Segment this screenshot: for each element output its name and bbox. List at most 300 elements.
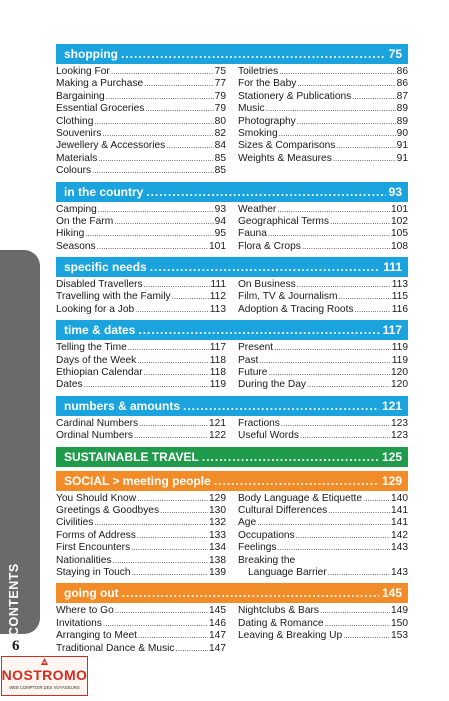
- leader-dots: [176, 643, 208, 655]
- entry-label: Toiletries: [238, 66, 279, 77]
- entry-label: Looking for a Job: [56, 303, 135, 315]
- entry-page-number: 84: [214, 140, 226, 152]
- entry-label: Days of the Week: [56, 354, 137, 366]
- entry-label: Weather: [238, 203, 277, 215]
- entry-page-number: 105: [391, 228, 408, 240]
- entry-label: Feelings: [238, 542, 277, 554]
- entry-label: Past: [238, 354, 259, 366]
- section-header[interactable]: [56, 396, 408, 416]
- leader-dots: [135, 304, 209, 316]
- leader-dots: [281, 418, 390, 430]
- leader-dots: [202, 447, 379, 467]
- section-header[interactable]: [56, 182, 408, 202]
- toc-entry[interactable]: [56, 128, 226, 140]
- entry-label: Body Language & Etiquette: [238, 492, 363, 504]
- entry-page-number: 141: [391, 517, 408, 529]
- entry-page-number: 153: [391, 630, 408, 642]
- leader-dots: [122, 583, 379, 603]
- leader-dots: [259, 355, 390, 367]
- toc-entry[interactable]: [56, 542, 226, 554]
- toc-entry[interactable]: [56, 555, 226, 567]
- section-entries: [56, 202, 408, 254]
- entry-label: Where to Go: [56, 605, 114, 617]
- toc-entry[interactable]: [238, 542, 408, 554]
- leader-dots: [114, 216, 213, 228]
- entry-page-number: 147: [209, 630, 226, 642]
- section-title: time & dates: [64, 323, 136, 338]
- toc-entry[interactable]: [56, 116, 226, 128]
- toc-section: [56, 471, 408, 580]
- entry-page-number: 129: [209, 492, 226, 504]
- leader-dots: [266, 103, 396, 115]
- toc-section: [56, 447, 408, 467]
- leader-dots: [296, 530, 390, 542]
- entry-page-number: 89: [396, 115, 408, 127]
- toc-entry[interactable]: [238, 128, 408, 140]
- entry-label: Hiking: [56, 228, 85, 240]
- toc-entry[interactable]: [56, 140, 226, 152]
- section-header[interactable]: [56, 471, 408, 491]
- entry-label: Flora & Crops: [238, 240, 301, 252]
- entry-page-number: 113: [209, 303, 226, 315]
- toc-entry[interactable]: [238, 493, 408, 505]
- section-header[interactable]: [56, 257, 408, 277]
- entry-page-number: 139: [209, 566, 226, 578]
- leader-dots: [363, 493, 390, 505]
- section-page-number: 145: [381, 586, 402, 601]
- leader-dots: [160, 505, 208, 517]
- entry-label: Essential Groceries: [56, 103, 145, 115]
- toc-entry[interactable]: [238, 241, 408, 253]
- toc-entry[interactable]: [238, 342, 408, 354]
- toc-section: [56, 583, 408, 655]
- entries-column-left: [56, 204, 226, 254]
- toc-entry[interactable]: [56, 530, 226, 542]
- entry-label: Arranging to Meet: [56, 630, 137, 642]
- leader-dots: [111, 66, 214, 78]
- leader-dots: [102, 128, 213, 140]
- leader-dots: [183, 396, 379, 416]
- toc-entry[interactable]: [238, 367, 408, 379]
- entry-label: Cultural Differences: [238, 504, 328, 516]
- section-title: shopping: [64, 47, 118, 61]
- entry-label: Leaving & Breaking Up: [238, 630, 343, 642]
- entry-label: Invitations: [56, 617, 102, 629]
- entry-label: Occupations: [238, 529, 295, 541]
- toc-entry[interactable]: [56, 517, 226, 529]
- leader-dots: [103, 618, 208, 630]
- section-title: in the country: [64, 184, 144, 199]
- entry-page-number: 91: [396, 152, 408, 164]
- toc-entry[interactable]: [238, 291, 408, 303]
- toc-entry[interactable]: [238, 605, 408, 617]
- toc-entry[interactable]: [238, 555, 408, 567]
- leader-dots: [138, 630, 208, 642]
- entry-page-number: 108: [391, 240, 408, 252]
- entry-label: Music: [238, 103, 265, 115]
- entry-page-number: 146: [209, 617, 226, 629]
- leader-dots: [84, 379, 209, 391]
- entry-page-number: 147: [209, 642, 226, 654]
- leader-dots: [131, 542, 208, 554]
- leader-dots: [277, 204, 390, 216]
- section-entries: [56, 340, 408, 392]
- entry-page-number: 101: [209, 240, 226, 252]
- leader-dots: [297, 78, 395, 90]
- entry-page-number: 142: [391, 529, 408, 541]
- toc-entry[interactable]: [238, 517, 408, 529]
- entry-page-number: 91: [396, 140, 408, 152]
- entry-page-number: 93: [214, 203, 226, 215]
- entry-page-number: 123: [391, 417, 408, 429]
- logo-tagline: WEB COMPTOIR DES VOYAGEURS: [9, 685, 80, 690]
- toc-section: [56, 44, 408, 178]
- toc-entry[interactable]: [238, 153, 408, 165]
- entry-page-number: 150: [391, 617, 408, 629]
- entry-page-number: 79: [214, 103, 226, 115]
- toc-entry[interactable]: [56, 493, 226, 505]
- entry-label: Fauna: [238, 228, 267, 240]
- section-entries: [56, 416, 408, 443]
- leader-dots: [166, 140, 213, 152]
- section-header[interactable]: [56, 44, 408, 64]
- section-title: SUSTAINABLE TRAVEL: [64, 449, 199, 464]
- entry-label: Staying in Touch: [56, 566, 131, 578]
- toc-entry[interactable]: [238, 91, 408, 103]
- leader-dots: [268, 367, 390, 379]
- toc-entry[interactable]: [56, 605, 226, 617]
- section-header[interactable]: [56, 583, 408, 603]
- leader-dots: [137, 355, 209, 367]
- entry-page-number: 122: [209, 430, 226, 442]
- toc-entry[interactable]: [238, 430, 408, 442]
- leader-dots: [138, 320, 379, 340]
- leader-dots: [343, 630, 390, 642]
- section-title: numbers & amounts: [64, 398, 181, 413]
- logo-name: NOSTROMO: [1, 667, 88, 683]
- entry-label: Making a Purchase: [56, 78, 144, 90]
- leader-dots: [115, 605, 208, 617]
- toc-entry[interactable]: [56, 66, 226, 78]
- entry-label: Future: [238, 367, 268, 379]
- toc-entry[interactable]: [56, 418, 226, 430]
- toc-entry[interactable]: [238, 304, 408, 316]
- entries-column-left: [56, 605, 226, 655]
- entry-page-number: 141: [391, 504, 408, 516]
- toc-entry[interactable]: [56, 367, 226, 379]
- entry-page-number: 85: [214, 165, 226, 177]
- entry-label: On Business: [238, 279, 296, 291]
- entries-column-right: [238, 66, 408, 178]
- entry-page-number: 130: [209, 504, 226, 516]
- entry-label: Civilities: [56, 517, 94, 529]
- toc-entry[interactable]: [56, 279, 226, 291]
- leader-dots: [94, 517, 208, 529]
- toc-entry[interactable]: [56, 78, 226, 90]
- entry-page-number: 95: [214, 228, 226, 240]
- entry-label: Geographical Terms: [238, 215, 329, 227]
- entry-page-number: 119: [209, 379, 226, 391]
- section-entries: [56, 64, 408, 178]
- leader-dots: [274, 342, 391, 354]
- leader-dots: [330, 216, 390, 228]
- entries-column-left: [56, 418, 226, 443]
- leader-dots: [144, 367, 209, 379]
- toc-entry[interactable]: [238, 567, 408, 579]
- entry-page-number: 89: [396, 103, 408, 115]
- entry-page-number: 113: [391, 279, 408, 291]
- entry-label: Nationalities: [56, 554, 112, 566]
- leader-dots: [92, 165, 214, 177]
- leader-dots: [113, 555, 209, 567]
- toc-entry[interactable]: [238, 630, 408, 642]
- entry-page-number: 86: [396, 78, 408, 90]
- toc-section: [56, 182, 408, 254]
- entry-label: Present: [238, 342, 274, 354]
- leader-dots: [307, 379, 390, 391]
- entry-label: Looking For: [56, 66, 110, 77]
- entry-label: Souvenirs: [56, 127, 102, 139]
- toc-entry[interactable]: [56, 228, 226, 240]
- leader-dots: [132, 567, 208, 579]
- section-header[interactable]: [56, 447, 408, 467]
- toc-entry[interactable]: [56, 216, 226, 228]
- leader-dots: [150, 257, 381, 277]
- toc-entry[interactable]: [238, 116, 408, 128]
- entry-page-number: 90: [396, 127, 408, 139]
- entry-page-number: 138: [209, 554, 226, 566]
- entries-column-right: [238, 342, 408, 392]
- entries-column-right: [238, 204, 408, 254]
- entry-page-number: 102: [391, 215, 408, 227]
- entry-label: Breaking the: [238, 554, 296, 566]
- leader-dots: [352, 91, 395, 103]
- leader-dots: [121, 44, 386, 64]
- toc-entry[interactable]: [56, 355, 226, 367]
- entry-label: Materials: [56, 152, 98, 164]
- toc-entry[interactable]: [238, 530, 408, 542]
- leader-dots: [98, 204, 214, 216]
- toc-entry[interactable]: [56, 567, 226, 579]
- entry-page-number: 77: [214, 78, 226, 90]
- entry-label: Cardinal Numbers: [56, 417, 139, 429]
- side-tab-label: CONTENTS: [7, 563, 21, 636]
- entry-label: Colours: [56, 165, 92, 177]
- leader-dots: [325, 618, 390, 630]
- toc-entry[interactable]: [56, 643, 226, 655]
- toc-entry[interactable]: [238, 204, 408, 216]
- leader-dots: [338, 291, 390, 303]
- table-of-contents: [56, 44, 408, 659]
- entries-column-right: [238, 605, 408, 655]
- entry-label: Ethiopian Calendar: [56, 367, 143, 379]
- leader-dots: [214, 471, 379, 491]
- entry-label: Greetings & Goodbyes: [56, 504, 160, 516]
- toc-entry[interactable]: [238, 140, 408, 152]
- toc-entry[interactable]: [56, 304, 226, 316]
- entries-column-right: [238, 418, 408, 443]
- toc-entry[interactable]: [56, 618, 226, 630]
- entry-page-number: 119: [391, 342, 408, 354]
- section-page-number: 121: [381, 398, 402, 413]
- entry-label: You Should Know: [56, 492, 137, 504]
- entry-label: Adoption & Tracing Roots: [238, 303, 354, 315]
- leader-dots: [257, 517, 390, 529]
- leader-dots: [145, 103, 213, 115]
- entry-label: Dates: [56, 379, 83, 391]
- entry-page-number: 82: [214, 127, 226, 139]
- entry-label: Ordinal Numbers: [56, 430, 133, 442]
- leader-dots: [279, 66, 395, 78]
- leader-dots: [320, 605, 390, 617]
- entry-label: Bargaining: [56, 90, 105, 102]
- entry-label: For the Baby: [238, 78, 297, 90]
- leader-dots: [268, 228, 390, 240]
- entry-label: Stationery & Publications: [238, 90, 352, 102]
- page-number: 6: [12, 638, 20, 654]
- leader-dots: [97, 241, 208, 253]
- entry-label: Traditional Dance & Music: [56, 642, 175, 654]
- leader-dots: [300, 430, 390, 442]
- entry-page-number: 133: [209, 529, 226, 541]
- entry-label: Clothing: [56, 115, 94, 127]
- entry-label: Sizes & Comparisons: [238, 140, 336, 152]
- entries-column-left: [56, 342, 226, 392]
- entry-page-number: 101: [391, 203, 408, 215]
- entry-page-number: 143: [391, 542, 408, 554]
- leader-dots: [106, 91, 214, 103]
- leader-dots: [328, 505, 390, 517]
- entry-page-number: 120: [391, 379, 408, 391]
- entry-page-number: 75: [214, 66, 226, 77]
- section-page-number: 129: [381, 473, 402, 488]
- entry-page-number: 120: [391, 367, 408, 379]
- leader-dots: [85, 228, 213, 240]
- toc-section: [56, 320, 408, 392]
- leader-dots: [137, 530, 208, 542]
- section-entries: [56, 277, 408, 316]
- toc-entry[interactable]: [238, 279, 408, 291]
- toc-entry[interactable]: [56, 241, 226, 253]
- section-page-number: 125: [381, 449, 402, 464]
- toc-entry[interactable]: [56, 91, 226, 103]
- toc-entry[interactable]: [238, 228, 408, 240]
- entry-label: Jewellery & Accessories: [56, 140, 166, 152]
- section-page-number: 111: [383, 260, 402, 275]
- entry-label: Useful Words: [238, 430, 299, 442]
- entry-page-number: 117: [209, 342, 226, 354]
- entry-label: During the Day: [238, 379, 306, 391]
- section-page-number: 93: [388, 184, 402, 199]
- leader-dots: [333, 153, 396, 165]
- toc-entry[interactable]: [56, 505, 226, 517]
- entry-label: Travelling with the Family: [56, 291, 171, 303]
- toc-entry[interactable]: [238, 355, 408, 367]
- toc-entry[interactable]: [56, 430, 226, 442]
- toc-entry[interactable]: [56, 291, 226, 303]
- toc-entry[interactable]: [238, 418, 408, 430]
- toc-section: [56, 257, 408, 316]
- entry-page-number: 94: [214, 215, 226, 227]
- entries-column-right: [238, 493, 408, 580]
- entry-label: Film, TV & Journalism: [238, 291, 338, 303]
- entry-page-number: 132: [209, 517, 226, 529]
- entry-label: Disabled Travellers: [56, 279, 143, 291]
- toc-entry[interactable]: [56, 153, 226, 165]
- entry-page-number: 118: [209, 367, 226, 379]
- entry-page-number: 145: [209, 605, 226, 617]
- leader-dots: [172, 291, 209, 303]
- leader-dots: [336, 140, 395, 152]
- entry-page-number: 115: [391, 291, 408, 303]
- leader-dots: [278, 542, 390, 554]
- entry-page-number: 118: [209, 354, 226, 366]
- section-header[interactable]: [56, 320, 408, 340]
- entry-page-number: 123: [391, 430, 408, 442]
- leader-dots: [137, 493, 208, 505]
- leader-dots: [355, 304, 391, 316]
- entry-label: Language Barrier: [248, 566, 327, 578]
- toc-entry[interactable]: [238, 103, 408, 115]
- publisher-logo: [1, 656, 88, 696]
- section-title: SOCIAL > meeting people: [64, 473, 211, 488]
- leader-dots: [297, 116, 396, 128]
- entry-label: Telling the Time: [56, 342, 127, 354]
- toc-entry[interactable]: [56, 379, 226, 391]
- entry-label: Dating & Romance: [238, 617, 324, 629]
- toc-entry[interactable]: [238, 78, 408, 90]
- toc-entry[interactable]: [56, 342, 226, 354]
- entry-label: Photography: [238, 115, 296, 127]
- entry-page-number: 140: [391, 492, 408, 504]
- toc-entry[interactable]: [238, 505, 408, 517]
- toc-entry[interactable]: [56, 630, 226, 642]
- section-page-number: 117: [382, 323, 402, 338]
- toc-entry[interactable]: [238, 216, 408, 228]
- entry-label: Smoking: [238, 127, 278, 139]
- toc-entry[interactable]: [238, 379, 408, 391]
- toc-entry[interactable]: [56, 204, 226, 216]
- section-page-number: 75: [388, 47, 402, 61]
- section-entries: [56, 603, 408, 655]
- leader-dots: [328, 567, 390, 579]
- entry-page-number: 111: [210, 279, 226, 291]
- entry-page-number: 149: [391, 605, 408, 617]
- entry-label: Fractions: [238, 417, 280, 429]
- entry-page-number: 121: [209, 417, 226, 429]
- entry-label: Forms of Address: [56, 529, 136, 541]
- entry-label: Nightclubs & Bars: [238, 605, 319, 617]
- entry-page-number: 119: [391, 354, 408, 366]
- toc-entry[interactable]: [238, 618, 408, 630]
- entry-page-number: 79: [214, 90, 226, 102]
- section-title: specific needs: [64, 260, 147, 275]
- leader-dots: [128, 342, 209, 354]
- toc-section: [56, 396, 408, 443]
- toc-entry[interactable]: [56, 103, 226, 115]
- entry-page-number: 85: [214, 152, 226, 164]
- entry-page-number: 143: [391, 566, 408, 578]
- entry-label: First Encounters: [56, 542, 131, 554]
- leader-dots: [94, 116, 213, 128]
- entry-page-number: 112: [209, 291, 226, 303]
- leader-dots: [297, 279, 391, 291]
- toc-entry[interactable]: [56, 165, 226, 177]
- entry-label: Age: [238, 517, 257, 529]
- toc-entry[interactable]: [238, 66, 408, 78]
- leader-dots: [98, 153, 213, 165]
- entry-label: On the Farm: [56, 215, 114, 227]
